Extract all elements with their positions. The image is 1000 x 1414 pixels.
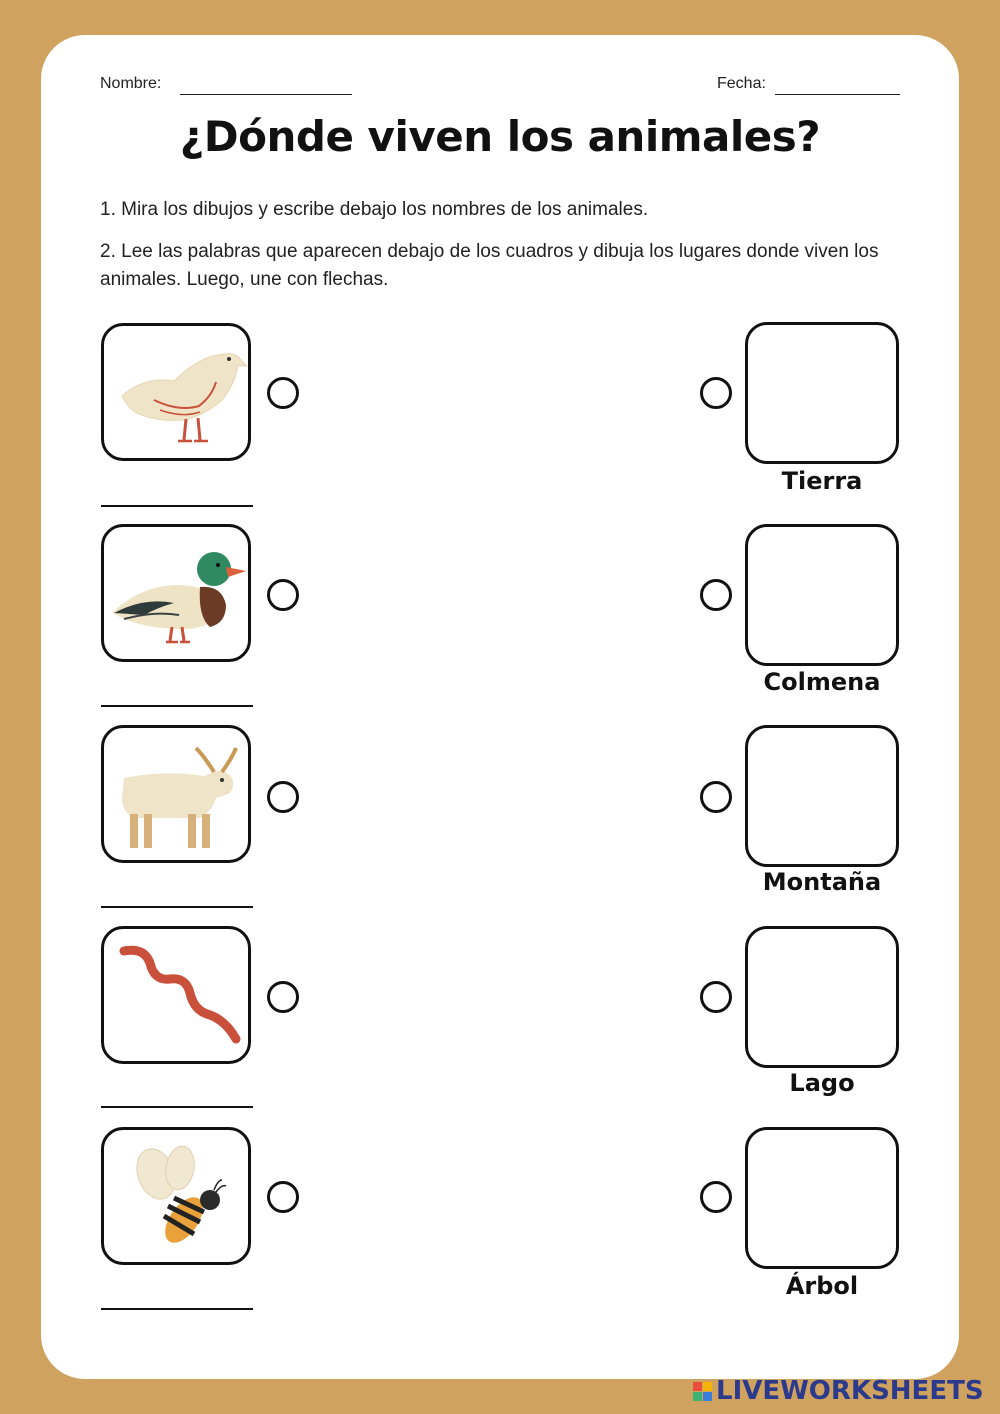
place-label-montana: Montaña [762, 868, 882, 896]
place-dot-5[interactable] [700, 1181, 732, 1213]
place-label-tierra: Tierra [781, 467, 863, 495]
animal-name-line-5[interactable] [101, 1308, 253, 1310]
date-field[interactable] [775, 94, 900, 95]
worm-icon [104, 929, 248, 1061]
animal-name-line-1[interactable] [101, 505, 253, 507]
animal-box-dove [101, 323, 251, 461]
animal-dot-2[interactable] [267, 579, 299, 611]
place-label-arbol: Árbol [785, 1272, 859, 1300]
logo-blocks-icon [693, 1382, 712, 1401]
place-dot-2[interactable] [700, 579, 732, 611]
place-drawing-box-1[interactable] [745, 322, 899, 464]
animal-name-line-3[interactable] [101, 906, 253, 908]
animal-box-duck [101, 524, 251, 662]
animal-dot-5[interactable] [267, 1181, 299, 1213]
place-dot-3[interactable] [700, 781, 732, 813]
logo-text: LIVEWORKSHEETS [716, 1376, 984, 1406]
place-drawing-box-5[interactable] [745, 1127, 899, 1269]
place-drawing-box-4[interactable] [745, 926, 899, 1068]
date-label: Fecha: [717, 75, 766, 92]
place-drawing-box-3[interactable] [745, 725, 899, 867]
goat-icon [104, 728, 248, 860]
animal-name-line-2[interactable] [101, 705, 253, 707]
place-label-lago: Lago [789, 1069, 855, 1097]
name-field[interactable] [180, 94, 352, 95]
liveworksheets-logo [693, 1376, 984, 1406]
place-dot-4[interactable] [700, 981, 732, 1013]
name-label: Nombre: [100, 75, 162, 92]
animal-dot-3[interactable] [267, 781, 299, 813]
animal-dot-4[interactable] [267, 981, 299, 1013]
animal-box-goat [101, 725, 251, 863]
animal-box-bee [101, 1127, 251, 1265]
place-label-colmena: Colmena [763, 668, 881, 696]
dove-icon [104, 326, 248, 458]
place-drawing-box-2[interactable] [745, 524, 899, 666]
instruction-2: 2. Lee las palabras que aparecen debajo de los cuadros y dibuja los lugares donde viven los animales. Luego, une con flechas. [100, 241, 879, 290]
bee-icon [104, 1130, 248, 1262]
animal-box-worm [101, 926, 251, 1064]
instruction-1: 1. Mira los dibujos y escribe debajo los nombres de los animales. [100, 199, 649, 220]
animal-dot-1[interactable] [267, 377, 299, 409]
duck-icon [104, 527, 248, 659]
animal-name-line-4[interactable] [101, 1106, 253, 1108]
page-title: ¿Dónde viven los animales? [179, 112, 821, 161]
place-dot-1[interactable] [700, 377, 732, 409]
